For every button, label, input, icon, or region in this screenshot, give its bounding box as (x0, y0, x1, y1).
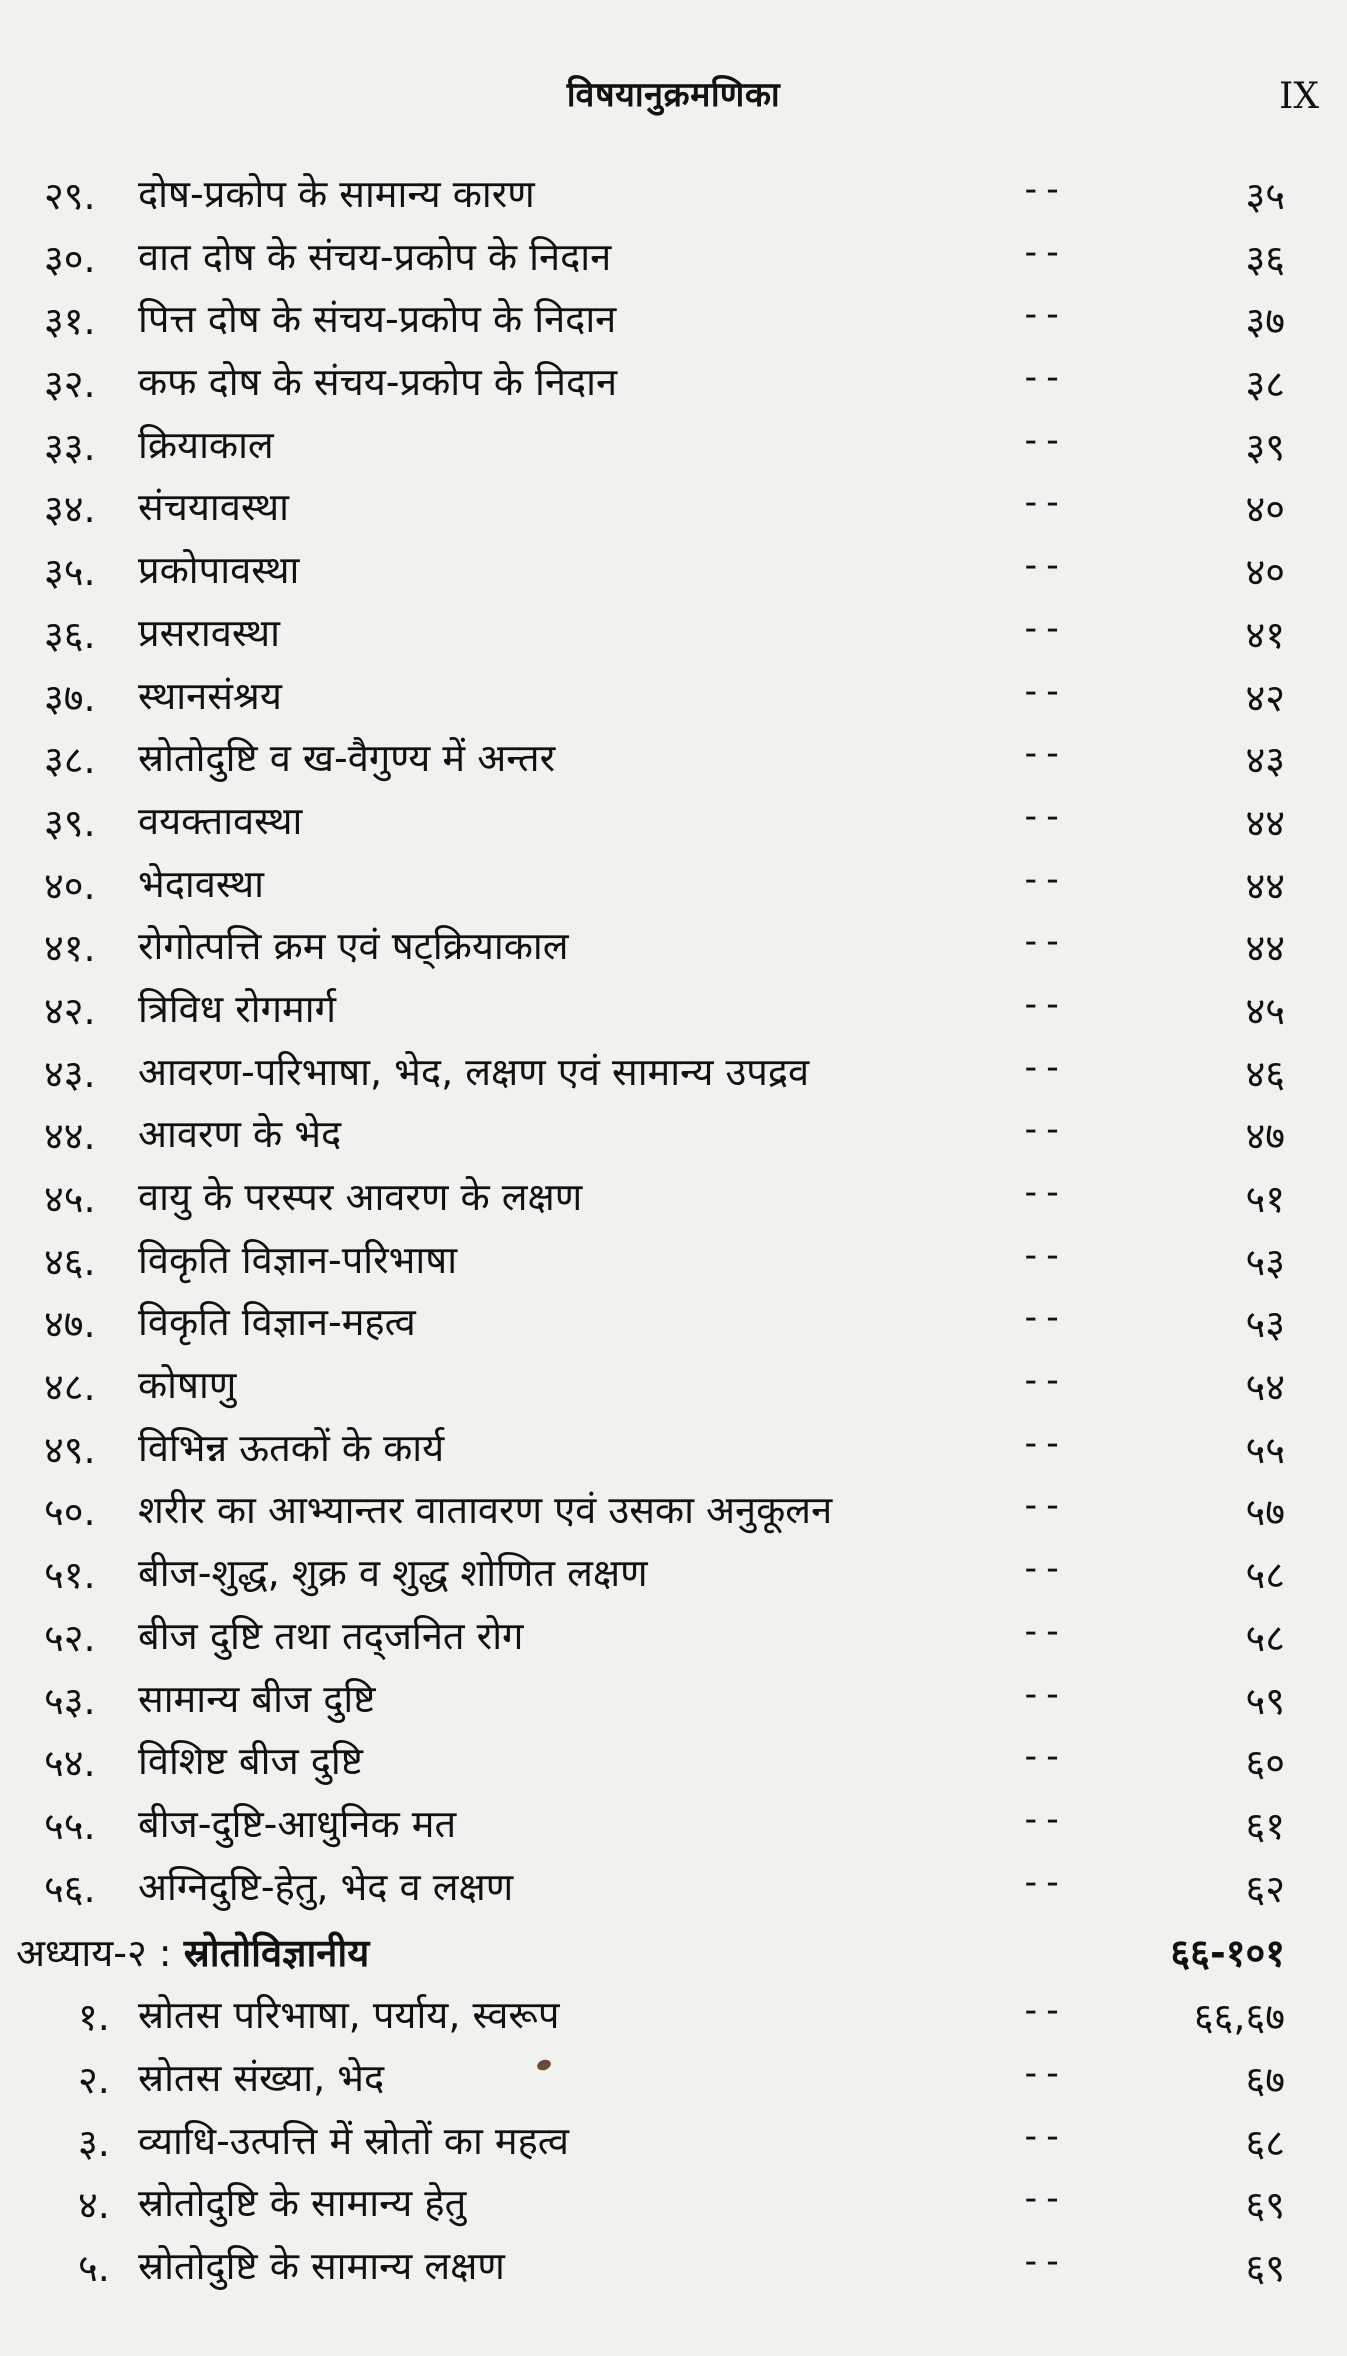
entry-leader: -- (1020, 795, 1064, 837)
toc-entry (0, 917, 1347, 980)
entry-number: ४०. (44, 863, 96, 908)
entry-leader: -- (1020, 1861, 1064, 1903)
toc-entry (0, 2174, 1347, 2237)
toc-entry (0, 667, 1347, 730)
entry-leader: -- (1020, 419, 1064, 461)
entry-leader: -- (1020, 1485, 1064, 1527)
entry-number: ३३. (44, 424, 96, 469)
toc-entry (0, 1105, 1347, 1168)
entry-number: ४४. (44, 1114, 96, 1159)
toc-entry (0, 353, 1347, 416)
toc-entry (0, 1795, 1347, 1858)
entry-title: बीज-शुद्ध, शुक्र व शुद्ध शोणित लक्षण (138, 1551, 648, 1596)
entry-leader: -- (1020, 1548, 1064, 1590)
entry-number: २. (78, 2057, 110, 2102)
entry-leader: -- (1020, 545, 1064, 587)
page-number: IX (1279, 76, 1319, 117)
entry-page: ५३ (1245, 1239, 1285, 1284)
entry-page: ६१ (1245, 1803, 1285, 1848)
table-of-contents (0, 165, 1347, 2300)
entry-number: ५२. (44, 1615, 96, 1660)
toc-entry (0, 290, 1347, 353)
entry-page: ६२ (1245, 1866, 1285, 1911)
entry-number: ५१. (44, 1553, 96, 1598)
entry-title: विकृति विज्ञान-परिभाषा (138, 1237, 458, 1282)
entry-page: ४१ (1245, 612, 1285, 657)
entry-number: ५०. (44, 1490, 96, 1535)
entry-page: ६६,६७ (1193, 1995, 1285, 2040)
entry-title: वात दोष के संचय-प्रकोप के निदान (138, 234, 612, 279)
entry-number: ३५. (44, 550, 96, 595)
entry-number: ५४. (44, 1741, 96, 1786)
entry-title: संचयावस्था (138, 485, 289, 530)
entry-page: ४६ (1245, 1051, 1285, 1096)
entry-leader: -- (1020, 2115, 1064, 2157)
entry-title: शरीर का आभ्यान्तर वातावरण एवं उसका अनुकूलन (138, 1488, 833, 1533)
entry-title: पित्त दोष के संचय-प्रकोप के निदान (138, 297, 617, 342)
entry-page: ३५ (1245, 174, 1285, 218)
entry-page: ४५ (1245, 988, 1285, 1033)
toc-entries (0, 165, 1347, 1920)
entry-title: आवरण-परिभाषा, भेद, लक्षण एवं सामान्य उपद्रव (138, 1049, 810, 1094)
entry-number: ५३. (44, 1678, 96, 1723)
entry-number: १. (78, 1995, 110, 2040)
entry-page: ६७ (1245, 2057, 1285, 2102)
entry-leader: -- (1020, 231, 1064, 273)
page-header (0, 70, 1347, 130)
toc-entry (0, 2237, 1347, 2300)
entry-number: ५६. (44, 1866, 96, 1911)
entry-number: ३४. (44, 487, 96, 532)
entry-leader: -- (1020, 482, 1064, 524)
toc-entry (0, 228, 1347, 291)
entry-number: ४५. (44, 1177, 96, 1221)
entry-title: कफ दोष के संचय-प्रकोप के निदान (138, 360, 618, 405)
entry-page: ५७ (1245, 1490, 1285, 1535)
toc-entry (0, 1043, 1347, 1106)
entry-title: विभिन्न ऊतकों के कार्य (138, 1425, 445, 1470)
entry-page: ५१ (1245, 1177, 1285, 1221)
entry-number: ४८. (44, 1365, 96, 1410)
toc-entry (0, 1732, 1347, 1795)
entry-title: बीज दुष्टि तथा तद्जनित रोग (138, 1613, 524, 1658)
entry-title: स्रोतोदुष्टि के सामान्य हेतु (138, 2181, 467, 2226)
entry-title: वायु के परस्पर आवरण के लक्षण (138, 1175, 583, 1219)
toc-entry (0, 1293, 1347, 1356)
toc-entry (0, 1168, 1347, 1231)
entry-leader: -- (1020, 294, 1064, 336)
entry-title: प्रसरावस्था (138, 610, 280, 655)
entry-leader: -- (1020, 2052, 1064, 2094)
toc-entry (0, 729, 1347, 792)
chapter-page-range: ६६-१०१ (1170, 1931, 1285, 1976)
toc-entry (0, 980, 1347, 1043)
entry-leader: -- (1020, 2178, 1064, 2220)
page-title: विषयानुक्रमणिका (566, 75, 781, 115)
entry-page: ४० (1245, 550, 1285, 595)
entry-number: ४. (78, 2183, 110, 2228)
entry-number: ३२. (44, 362, 96, 407)
entry-leader: -- (1020, 1360, 1064, 1402)
entry-page: ५३ (1245, 1302, 1285, 1347)
entry-number: ४६. (44, 1239, 96, 1284)
toc-entry (0, 1607, 1347, 1670)
entry-title: रोगोत्पत्ति क्रम एवं षट्क्रियाकाल (138, 924, 569, 969)
entry-leader: -- (1020, 2241, 1064, 2282)
entry-leader: -- (1020, 169, 1064, 210)
entry-number: ४१. (44, 926, 96, 971)
entry-leader: -- (1020, 1990, 1064, 2032)
entry-page: ५८ (1245, 1615, 1285, 1660)
entry-title: विकृति विज्ञान-महत्व (138, 1300, 416, 1345)
entry-page: ५५ (1245, 1427, 1285, 1472)
chapter-label (16, 1926, 369, 1978)
entry-leader: -- (1020, 1798, 1064, 1840)
chapter-title: स्रोतोविज्ञानीय (183, 1931, 370, 1976)
entry-number: ४३. (44, 1051, 96, 1096)
entry-number: ५. (78, 2246, 110, 2290)
entry-page: ५९ (1245, 1678, 1285, 1723)
entry-leader: -- (1020, 357, 1064, 399)
entry-number: ३. (78, 2120, 110, 2165)
entry-number: ४९. (44, 1427, 96, 1472)
toc-entry (0, 1231, 1347, 1294)
entry-number: ५५. (44, 1803, 96, 1848)
entry-page: ३६ (1245, 236, 1285, 281)
entry-number: २९. (44, 174, 96, 218)
toc-entry (0, 792, 1347, 855)
entry-page: ६९ (1245, 2183, 1285, 2228)
entry-leader: -- (1020, 1046, 1064, 1088)
entry-leader: -- (1020, 1736, 1064, 1778)
toc-entry (0, 416, 1347, 479)
entry-title: भेदावस्था (138, 861, 265, 906)
entry-number: ३१. (44, 299, 96, 344)
entry-number: ३०. (44, 236, 96, 281)
toc-entry (0, 1544, 1347, 1607)
entry-leader: -- (1020, 670, 1064, 712)
entry-title: बीज-दुष्टि-आधुनिक मत (138, 1801, 457, 1846)
entry-page: ३९ (1245, 424, 1285, 469)
toc-entry (0, 478, 1347, 541)
entry-page: ५८ (1245, 1553, 1285, 1598)
toc-entry (0, 2049, 1347, 2112)
entry-title: स्थानसंश्रय (138, 673, 282, 718)
entry-title: स्रोतोदुष्टि व ख-वैगुण्य में अन्तर (138, 736, 556, 781)
toc-entry (0, 2112, 1347, 2175)
entry-title: विशिष्ट बीज दुष्टि (138, 1739, 363, 1784)
entry-number: ३७. (44, 675, 96, 720)
entry-title: स्रोतोदुष्टि के सामान्य लक्षण (138, 2244, 505, 2288)
toc-entry (0, 1670, 1347, 1733)
entry-page: ४२ (1245, 675, 1285, 720)
toc-entry (0, 1356, 1347, 1419)
entry-leader: -- (1020, 921, 1064, 963)
entry-page: ४० (1245, 487, 1285, 532)
chapter-heading (0, 1920, 1347, 1986)
chapter-entries (0, 1986, 1347, 2299)
entry-title: स्रोतस परिभाषा, पर्याय, स्वरूप (138, 1993, 560, 2038)
toc-entry (0, 1986, 1347, 2049)
entry-leader: -- (1020, 1234, 1064, 1276)
entry-page: ६० (1245, 1741, 1285, 1786)
toc-entry (0, 1481, 1347, 1544)
entry-leader: -- (1020, 983, 1064, 1025)
entry-leader: -- (1020, 1297, 1064, 1339)
entry-page: ४७ (1245, 1114, 1285, 1159)
entry-leader: -- (1020, 733, 1064, 775)
entry-leader: -- (1020, 1610, 1064, 1652)
entry-page: ६९ (1245, 2246, 1285, 2290)
entry-title: स्रोतस संख्या, भेद (138, 2055, 385, 2100)
entry-title: दोष-प्रकोप के सामान्य कारण (138, 172, 535, 216)
entry-leader: -- (1020, 1673, 1064, 1715)
entry-leader: -- (1020, 1422, 1064, 1464)
entry-title: अग्निदुष्टि-हेतु, भेद व लक्षण (138, 1864, 514, 1909)
entry-number: ४२. (44, 988, 96, 1033)
toc-entry (0, 1858, 1347, 1921)
entry-leader: -- (1020, 1172, 1064, 1213)
toc-entry (0, 1419, 1347, 1482)
entry-page: ४४ (1245, 926, 1285, 971)
entry-title: त्रिविध रोगमार्ग (138, 986, 336, 1031)
entry-number: ४७. (44, 1302, 96, 1347)
entry-title: वयक्तावस्था (138, 798, 303, 843)
entry-page: ३७ (1245, 299, 1285, 344)
entry-title: क्रियाकाल (138, 422, 274, 467)
entry-page: ६८ (1245, 2120, 1285, 2165)
toc-entry (0, 165, 1347, 228)
entry-page: ४३ (1245, 738, 1285, 783)
entry-page: ५४ (1245, 1365, 1285, 1410)
entry-page: ४४ (1245, 863, 1285, 908)
entry-number: ३९. (44, 800, 96, 845)
entry-page: ४४ (1245, 800, 1285, 845)
entry-title: प्रकोपावस्था (138, 548, 300, 593)
chapter-number: अध्याय-२ : (16, 1931, 172, 1976)
entry-leader: -- (1020, 858, 1064, 900)
entry-leader: -- (1020, 607, 1064, 649)
entry-leader: -- (1020, 1109, 1064, 1151)
toc-entry (0, 541, 1347, 604)
toc-entry (0, 604, 1347, 667)
entry-title: व्याधि-उत्पत्ति में स्रोतों का महत्व (138, 2118, 570, 2163)
entry-title: सामान्य बीज दुष्टि (138, 1676, 376, 1721)
toc-entry (0, 855, 1347, 918)
entry-number: ३६. (44, 612, 96, 657)
entry-title: कोषाणु (138, 1363, 237, 1408)
entry-number: ३८. (44, 738, 96, 783)
entry-title: आवरण के भेद (138, 1112, 342, 1157)
entry-page: ३८ (1245, 362, 1285, 407)
